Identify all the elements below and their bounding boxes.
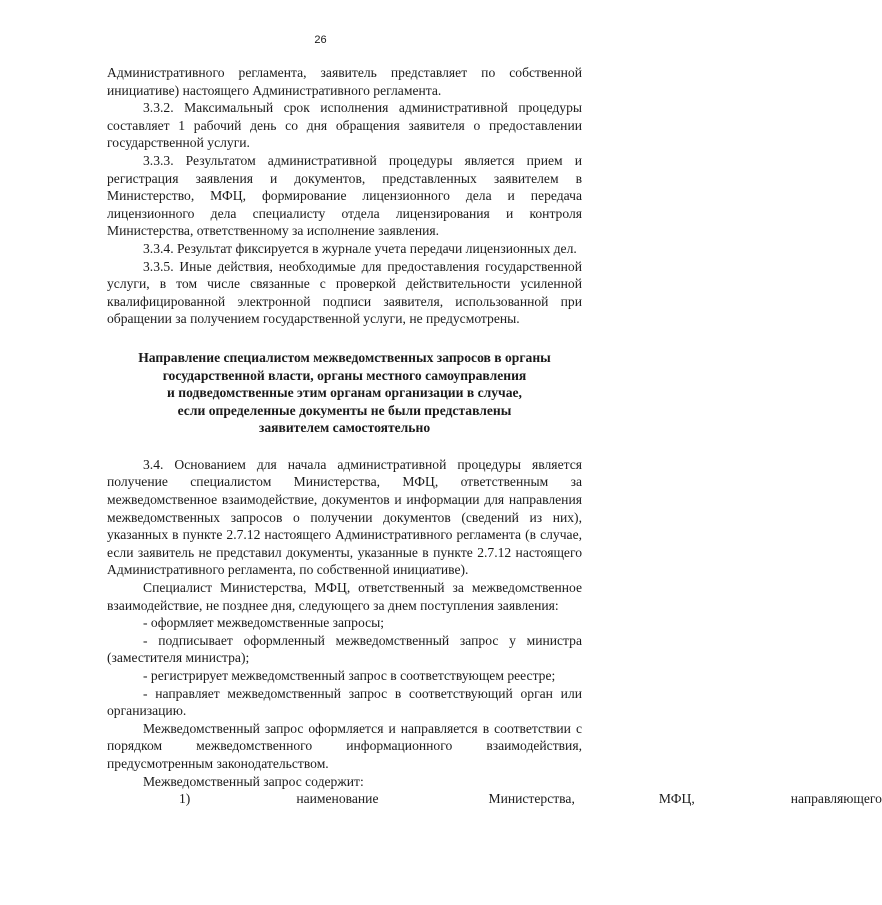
paragraph: 3.4. Основанием для начала административной процедуры является получение специалистом Министерства, МФЦ, ответственным за межведомственное взаимодействие, документов и информации для направления межведомственных запросов о получении документов (сведений из них), указанных в пункте 2.7.12 настоящего Административного регламента (в случае, если заявитель не представил документы, указанные в пункте 2.7.12 настоящего Административного регламента, по собственной инициативе). xyxy=(107,456,582,578)
paragraph: 3.3.2. Максимальный срок исполнения административной процедуры составляет 1 рабочий день со дня обращения заявителя о предоставлении государственной услуги. xyxy=(107,100,582,151)
list-item-1-line xyxy=(107,790,882,808)
list-item-word: МФЦ, xyxy=(658,791,695,807)
heading-line: и подведомственные этим органам организации в случае, xyxy=(167,385,522,401)
paragraph: - направляет межведомственный запрос в соответствующий орган или организацию. xyxy=(107,685,582,719)
body-after-heading xyxy=(107,456,582,790)
paragraph: - регистрирует межведомственный запрос в соответствующем реестре; xyxy=(143,668,556,683)
section-heading xyxy=(107,349,582,437)
list-item-word: наименование xyxy=(296,791,379,807)
list-item-word: направляющего xyxy=(790,791,882,807)
paragraph: Межведомственный запрос оформляется и направляется в соответствии с порядком межведомственного информационного взаимодействия, предусмотренным законодательством. xyxy=(107,720,582,771)
paragraph: Специалист Министерства, МФЦ, ответственный за межведомственное взаимодействие, не позднее дня, следующего за днем поступления заявления: xyxy=(107,580,582,613)
paragraph: - оформляет межведомственные запросы; xyxy=(143,615,385,631)
heading-line: Направление специалистом межведомственных запросов в органы xyxy=(138,349,551,365)
heading-line: государственной власти, органы местного самоуправления xyxy=(162,367,527,383)
list-item-word: 1) xyxy=(179,791,191,807)
body-before-heading xyxy=(107,64,582,328)
list-item-word: Министерства, xyxy=(488,791,575,807)
paragraph: 3.3.5. Иные действия, необходимые для предоставления государственной услуги, в том числе связанные с проверкой действительности усиленной квалифицированной электронной подписи заявителя, использованной при обращении за получением государственной услуги, не предусмотрены. xyxy=(107,258,582,327)
paragraph: 3.3.4. Результат фиксируется в журнале учета передачи лицензионных дел. xyxy=(143,240,577,256)
paragraph: Межведомственный запрос содержит: xyxy=(143,773,364,789)
page-number: 26 xyxy=(314,34,327,46)
paragraph: - подписывает оформленный межведомственный запрос у министра (заместителя министра); xyxy=(107,632,582,666)
paragraph: 3.3.3. Результатом административной процедуры является прием и регистрация заявления и документов, представленных заявителем в Министерство, МФЦ, формирование лицензионного дела и передача лицензионного дела специалисту отдела лицензирования и контроля Министерства, ответственному за исполнение заявления. xyxy=(107,152,582,239)
heading-line: если определенные документы не были представлены xyxy=(177,402,512,418)
heading-line: заявителем самостоятельно xyxy=(258,420,431,436)
paragraph: Административного регламента, заявитель представляет по собственной инициативе) настоящего Административного регламента. xyxy=(107,65,582,98)
